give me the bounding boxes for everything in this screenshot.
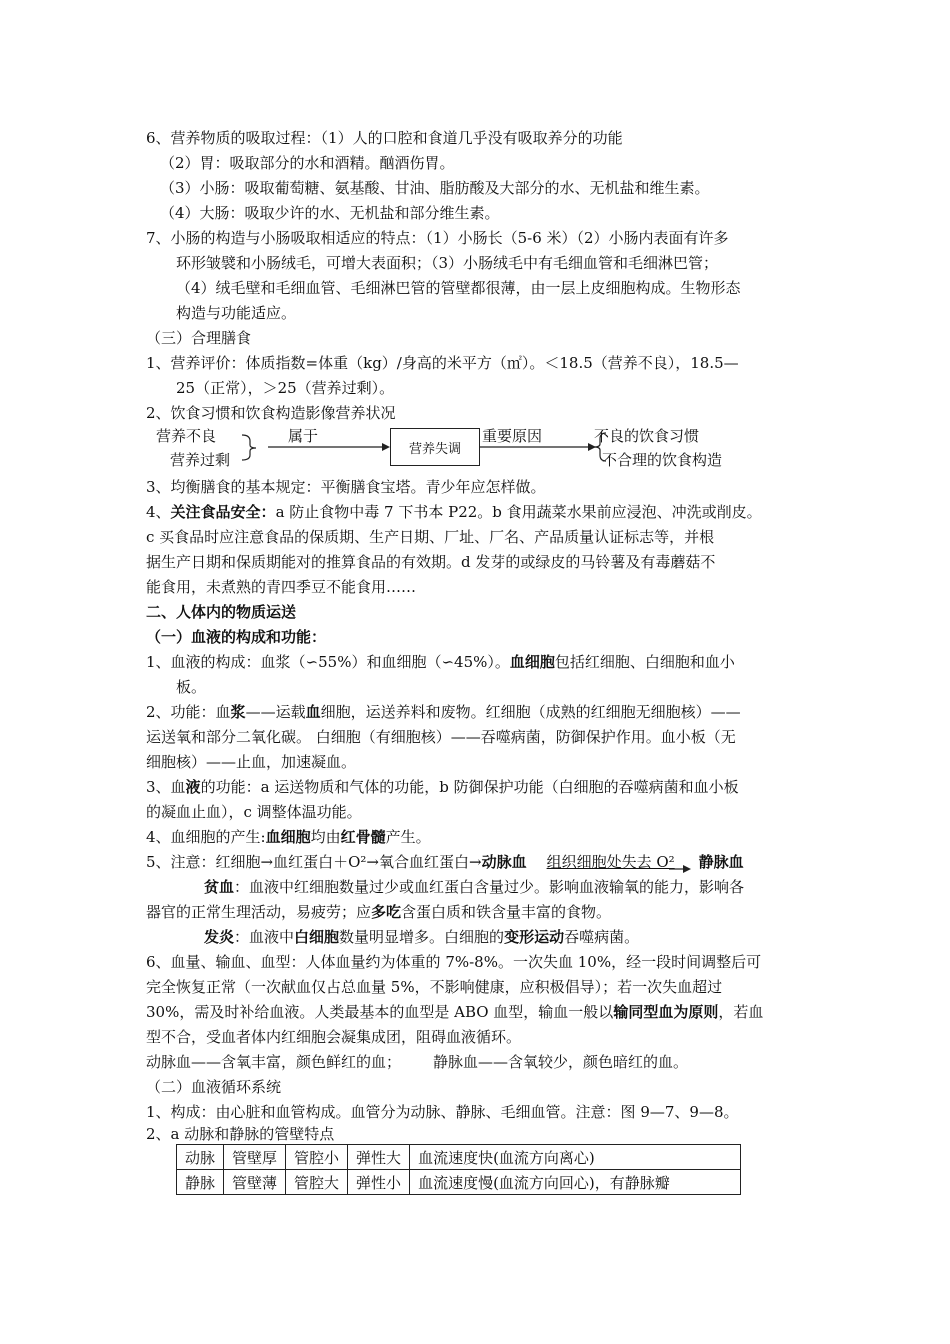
text-line: 动脉血——含氧丰富，颜色鲜红的血； 静脉血——含氧较少，颜色暗红的血。 [146, 1053, 689, 1071]
text-line: 运送氧和部分二氧化碳。 白细胞（有细胞核）——吞噬病菌，防御保护作用。血小板（无 [146, 728, 736, 746]
text-line: 6、血量、输血、血型：人体血量约为体重的 7%-8%。一次失血 10%，经一段时间调整后可 [146, 953, 762, 971]
text-line: 的凝血止血），c 调整体温功能。 [146, 803, 362, 821]
text-line: 1、构成：由心脏和血管构成。血管分为动脉、静脉、毛细血管。注意：图 9—7、9—8。 [146, 1103, 739, 1121]
text-line: 发炎：血液中白细胞数量明显增多。白细胞的变形运动吞噬病菌。 [204, 928, 640, 946]
table-row [177, 1145, 741, 1170]
text-line: 板。 [176, 678, 207, 696]
text-line: 3、血液的功能：a 运送物质和气体的功能，b 防御保护功能（白细胞的吞噬病菌和血小板 [146, 778, 739, 796]
text-line: 30%，需及时补给血液。人类最基本的血型是 ABO 血型，输血一般以输同型血为原则，若血 [146, 1003, 764, 1021]
diagram-right-top: 不良的饮食习惯 [594, 427, 700, 445]
text-line: 环形皱襞和小肠绒毛，可增大表面积；（3）小肠绒毛中有毛细血管和毛细淋巴管； [176, 254, 719, 272]
text-line: 3、均衡膳食的基本规定：平衡膳食宝塔。青少年应怎样做。 [146, 478, 546, 496]
diagram-box: 营养失调 [390, 428, 480, 466]
section-heading: 二、人体内的物质运送 [146, 603, 297, 621]
text-line: （3）小肠：吸取葡萄糖、氨基酸、甘油、脂肪酸及大部分的水、无机盐和维生素。 [160, 179, 710, 197]
text-line: 完全恢复正常（一次献血仅占总血量 5%，不影响健康，应积极倡导）；若一次失血超过 [146, 978, 723, 996]
text-line: 2、饮食习惯和饮食构造影像营养状况 [146, 404, 396, 422]
text-line: 7、小肠的构造与小肠吸取相适应的特点：（1）小肠长（5-6 米）（2）小肠内表面有许多 [146, 229, 729, 247]
diagram-right-bottom: 不合理的饮食构造 [602, 451, 723, 469]
text-line: 2、功能：血浆——运载血细胞，运送养料和废物。红细胞（成熟的红细胞无细胞核）—— [146, 703, 741, 721]
text-line: 构造与功能适应。 [176, 304, 297, 322]
diagram-left-top: 营养不良 [156, 427, 217, 445]
diagram-arrow-label-2: 重要原因 [482, 427, 543, 445]
table-cell: 管壁厚 [224, 1145, 286, 1170]
table-cell: 动脉 [177, 1145, 224, 1170]
text-line: 贫血：血液中红细胞数量过少或血红蛋白含量过少。影响血液输氧的能力，影响各 [204, 878, 745, 896]
table-row [177, 1170, 741, 1195]
text-line: （2）胃：吸取部分的水和酒精。酗酒伤胃。 [160, 154, 455, 172]
text-line: 1、血液的构成：血浆（∽55%）和血细胞（∽45%）。血细胞包括红细胞、白细胞和血小 [146, 653, 735, 671]
table-cell: 静脉 [177, 1170, 224, 1195]
text-line: 型不合，受血者体内红细胞会凝集成团，阻碍血液循环。 [146, 1028, 522, 1046]
text-line: 25（正常），＞25（营养过剩）。 [176, 379, 395, 397]
table-cell: 弹性小 [348, 1170, 410, 1195]
diagram-arrow-label-1: 属于 [288, 427, 319, 445]
text-line: （4）大肠：吸取少许的水、无机盐和部分维生素。 [160, 204, 500, 222]
vessel-table [176, 1144, 741, 1195]
table-cell: 管腔小 [286, 1145, 348, 1170]
text-line: 能食用，未煮熟的青四季豆不能食用…… [146, 578, 417, 596]
table-cell: 血流速度快(血流方向离心) [410, 1145, 741, 1170]
arrow-icon [669, 855, 693, 875]
text-line: 细胞核）——止血，加速凝血。 [146, 753, 357, 771]
subsection-heading: （一）血液的构成和功能： [146, 628, 327, 646]
table-cell: 管腔大 [286, 1170, 348, 1195]
text-line: （4）绒毛壁和毛细血管、毛细淋巴管的管壁都很薄，由一层上皮细胞构成。生物形态 [176, 279, 741, 297]
text-line: c 买食品时应注意食品的保质期、生产日期、厂址、厂名、产品质量认证标志等，并根 [146, 528, 715, 546]
text-line: 1、营养评价：体质指数=体重（kg）/身高的米平方（㎡）。＜18.5（营养不良），18.5— [146, 354, 739, 372]
table-cell: 弹性大 [348, 1145, 410, 1170]
text-line: 2、a 动脉和静脉的管壁特点 [146, 1125, 335, 1143]
table-cell: 血流速度慢(血流方向回心)，有静脉瓣 [410, 1170, 741, 1195]
text-line: 6、营养物质的吸取过程：（1）人的口腔和食道几乎没有吸取养分的功能 [146, 129, 623, 147]
section-heading: （二）血液循环系统 [146, 1078, 282, 1096]
nutrition-diagram [150, 423, 800, 473]
text-line: 器官的正常生理活动，易疲劳；应多吃含蛋白质和铁含量丰富的食物。 [146, 903, 612, 921]
text-line: 据生产日期和保质期能对的推算食品的有效期。d 发芽的或绿皮的马铃薯及有毒蘑菇不 [146, 553, 716, 571]
diagram-left-bottom: 营养过剩 [170, 451, 231, 469]
text-line: 4、血细胞的产生:血细胞均由红骨髓产生。 [146, 828, 431, 846]
section-heading: （三）合理膳食 [146, 329, 252, 347]
table-cell: 管壁薄 [224, 1170, 286, 1195]
text-line: 4、关注食品安全：a 防止食物中毒 7 下书本 P22。b 食用蔬菜水果前应浸泡、冲洗或削皮。 [146, 503, 762, 521]
text-line: 5、注意：红细胞→血红蛋白＋O²→氧合血红蛋白→动脉血 组织细胞处失去 O² 静脉血 [146, 852, 744, 872]
